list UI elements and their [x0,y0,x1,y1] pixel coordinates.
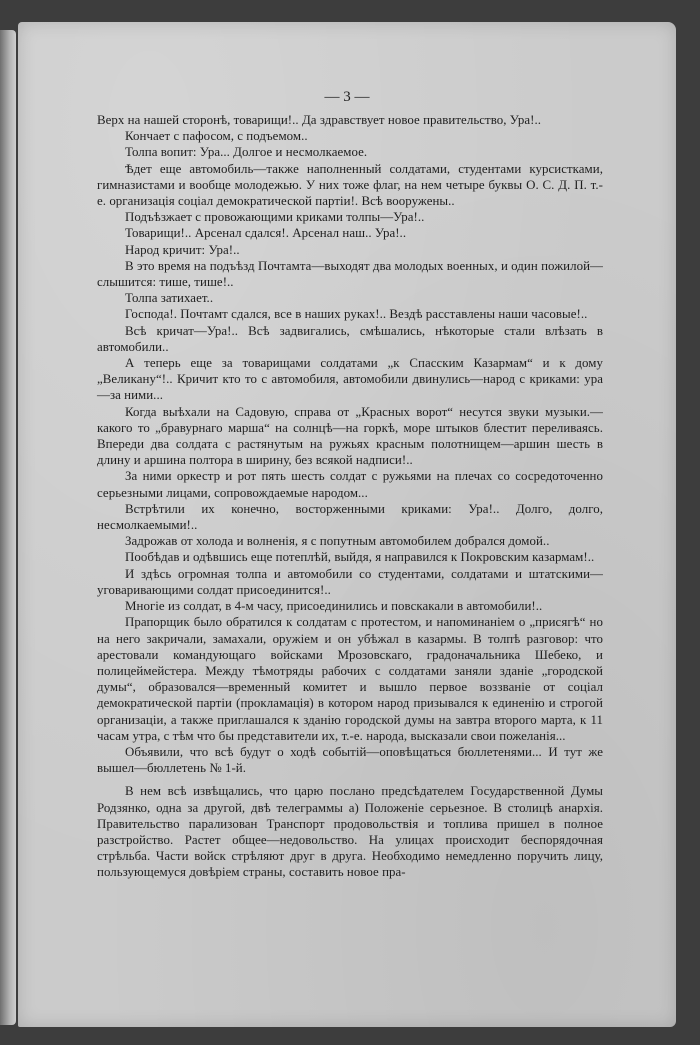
page-number: — 3 — [324,89,370,105]
paragraph: Народ кричит: Ура!.. [125,242,240,257]
paragraph: Когда выѣхали на Садовую, справа от „Красных ворот“ несутся звуки музыки.—какого то „бравурнаго марша“ на солнцѣ—на горкѣ, море штыков блестит переливаясь. Впереди два солдата с растянутым на ружьях красным полотнищем—аршин шесть в длину и аршина полтора в ширину, без всякой надписи!.. [97,404,603,468]
paragraph: Подъѣзжает с провожающими криками толпы—Ура!.. [125,210,425,225]
paragraph: Пообѣдав и одѣвшись еще потеплѣй, выйдя, я направился к Покровским казармам!.. [125,550,595,565]
paragraph: Прапорщик было обратился к солдатам с протестом, и напоминаніем о „присягѣ“ но на него закричали, замахали, оружіем и он убѣжал в казармы. В толпѣ разговор: что арестовали командующаго войсками Мрозовскаго, градоначальника Шебеко, и полицеймейстера. Между тѣмотряды рабочих с солдатами заняли зданіе „городской думы“, образовался—временный комитет и вышло первое воззваніе от соціал демократической партіи (прокламація) в котором народ призывался к единенію и строгой организаціи, а также приглашался к зданію городской думы на завтра второго марта, к 11 часам утра, с тѣм что бы представители их, т.-е. народа, высказали свои пожеланія... [97,615,603,743]
paragraph: В это время на подъѣзд Почтамта—выходят два молодых военных, и один пожилой—слышится: тише, тише!.. [97,258,603,290]
paragraph: Толпа затихает.. [125,291,214,306]
paragraph: Объявили, что всѣ будут о ходѣ событій—оповѣщаться бюллетенями... И тут же вышел—бюллетень № 1-й. [97,744,603,776]
paragraph: Всѣ кричат—Ура!.. Всѣ задвигались, смѣшались, нѣкоторые стали влѣзать в автомобили.. [97,323,603,354]
paragraph: Встрѣтили их конечно, восторженными криками: Ура!.. Долго, долго, несмолкаемыми!.. [97,501,603,533]
paragraph: Ѣдет еще автомобиль—также наполненный солдатами, студентами курсистками, гимназистами и вообще молодежью. У них тоже флаг, на нем четыре буквы О. С. Д. П. т.-е. организація соціал демократической партіи!. Всѣ вооружены.. [97,161,603,209]
paragraph: И здѣсь огромная толпа и автомобили со студентами, солдатами и штатскими—уговаривающими солдат присоединится!.. [97,566,603,597]
paragraph: Господа!. Почтамт сдался, все в наших руках!.. Вездѣ расставлены наши часовые!.. [125,307,588,322]
paragraph: В нем всѣ извѣщались, что царю послано предсѣдателем Государственной Думы Родзянко, одна за другой, двѣ телеграммы а) Положеніе серьезное. В столицѣ анархія. Правительство парализован Транспорт продовольствія и топлива пришел в полное разстройство. Растет общее—недовольство. На улицах происходит беспорядочная стрѣльба. Части войск стрѣляют друг в друга. Необходимо немедленно поручить лицу, пользующемуся довѣріем страны, составить новое пра- [97,784,603,880]
paragraph: Кончает с пафосом, с подъемом.. [125,129,308,144]
paragraph: Товарищи!.. Арсенал сдался!. Арсенал наш.. Ура!.. [125,226,407,241]
body-text [97,112,603,881]
document-page [18,22,676,1027]
paragraph: Верх на нашей сторонѣ, товарищи!.. Да здравствует новое правительство, Ура!.. [97,113,541,127]
paragraph: Задрожав от холода и волненія, я с попутным автомобилем добрался домой.. [125,534,550,549]
paragraph: Толпа вопит: Ура... Долгое и несмолкаемое. [125,145,368,160]
paragraph: Многіе из солдат, в 4-м часу, присоединились и повскакали в автомобили!.. [125,599,543,614]
left-page-edge [0,30,16,1025]
paragraph: А теперь еще за товарищами солдатами „к Спасским Казармам“ и к дому „Великану“!.. Кричит кто то с автомобиля, автомобили двинулись—народ с криками: ура—за ними... [97,356,603,403]
paragraph: За ними оркестр и рот пять шесть солдат с ружьями на плечах со сосредоточенно серьезными лицами, сопровождаемые народом... [97,469,603,500]
